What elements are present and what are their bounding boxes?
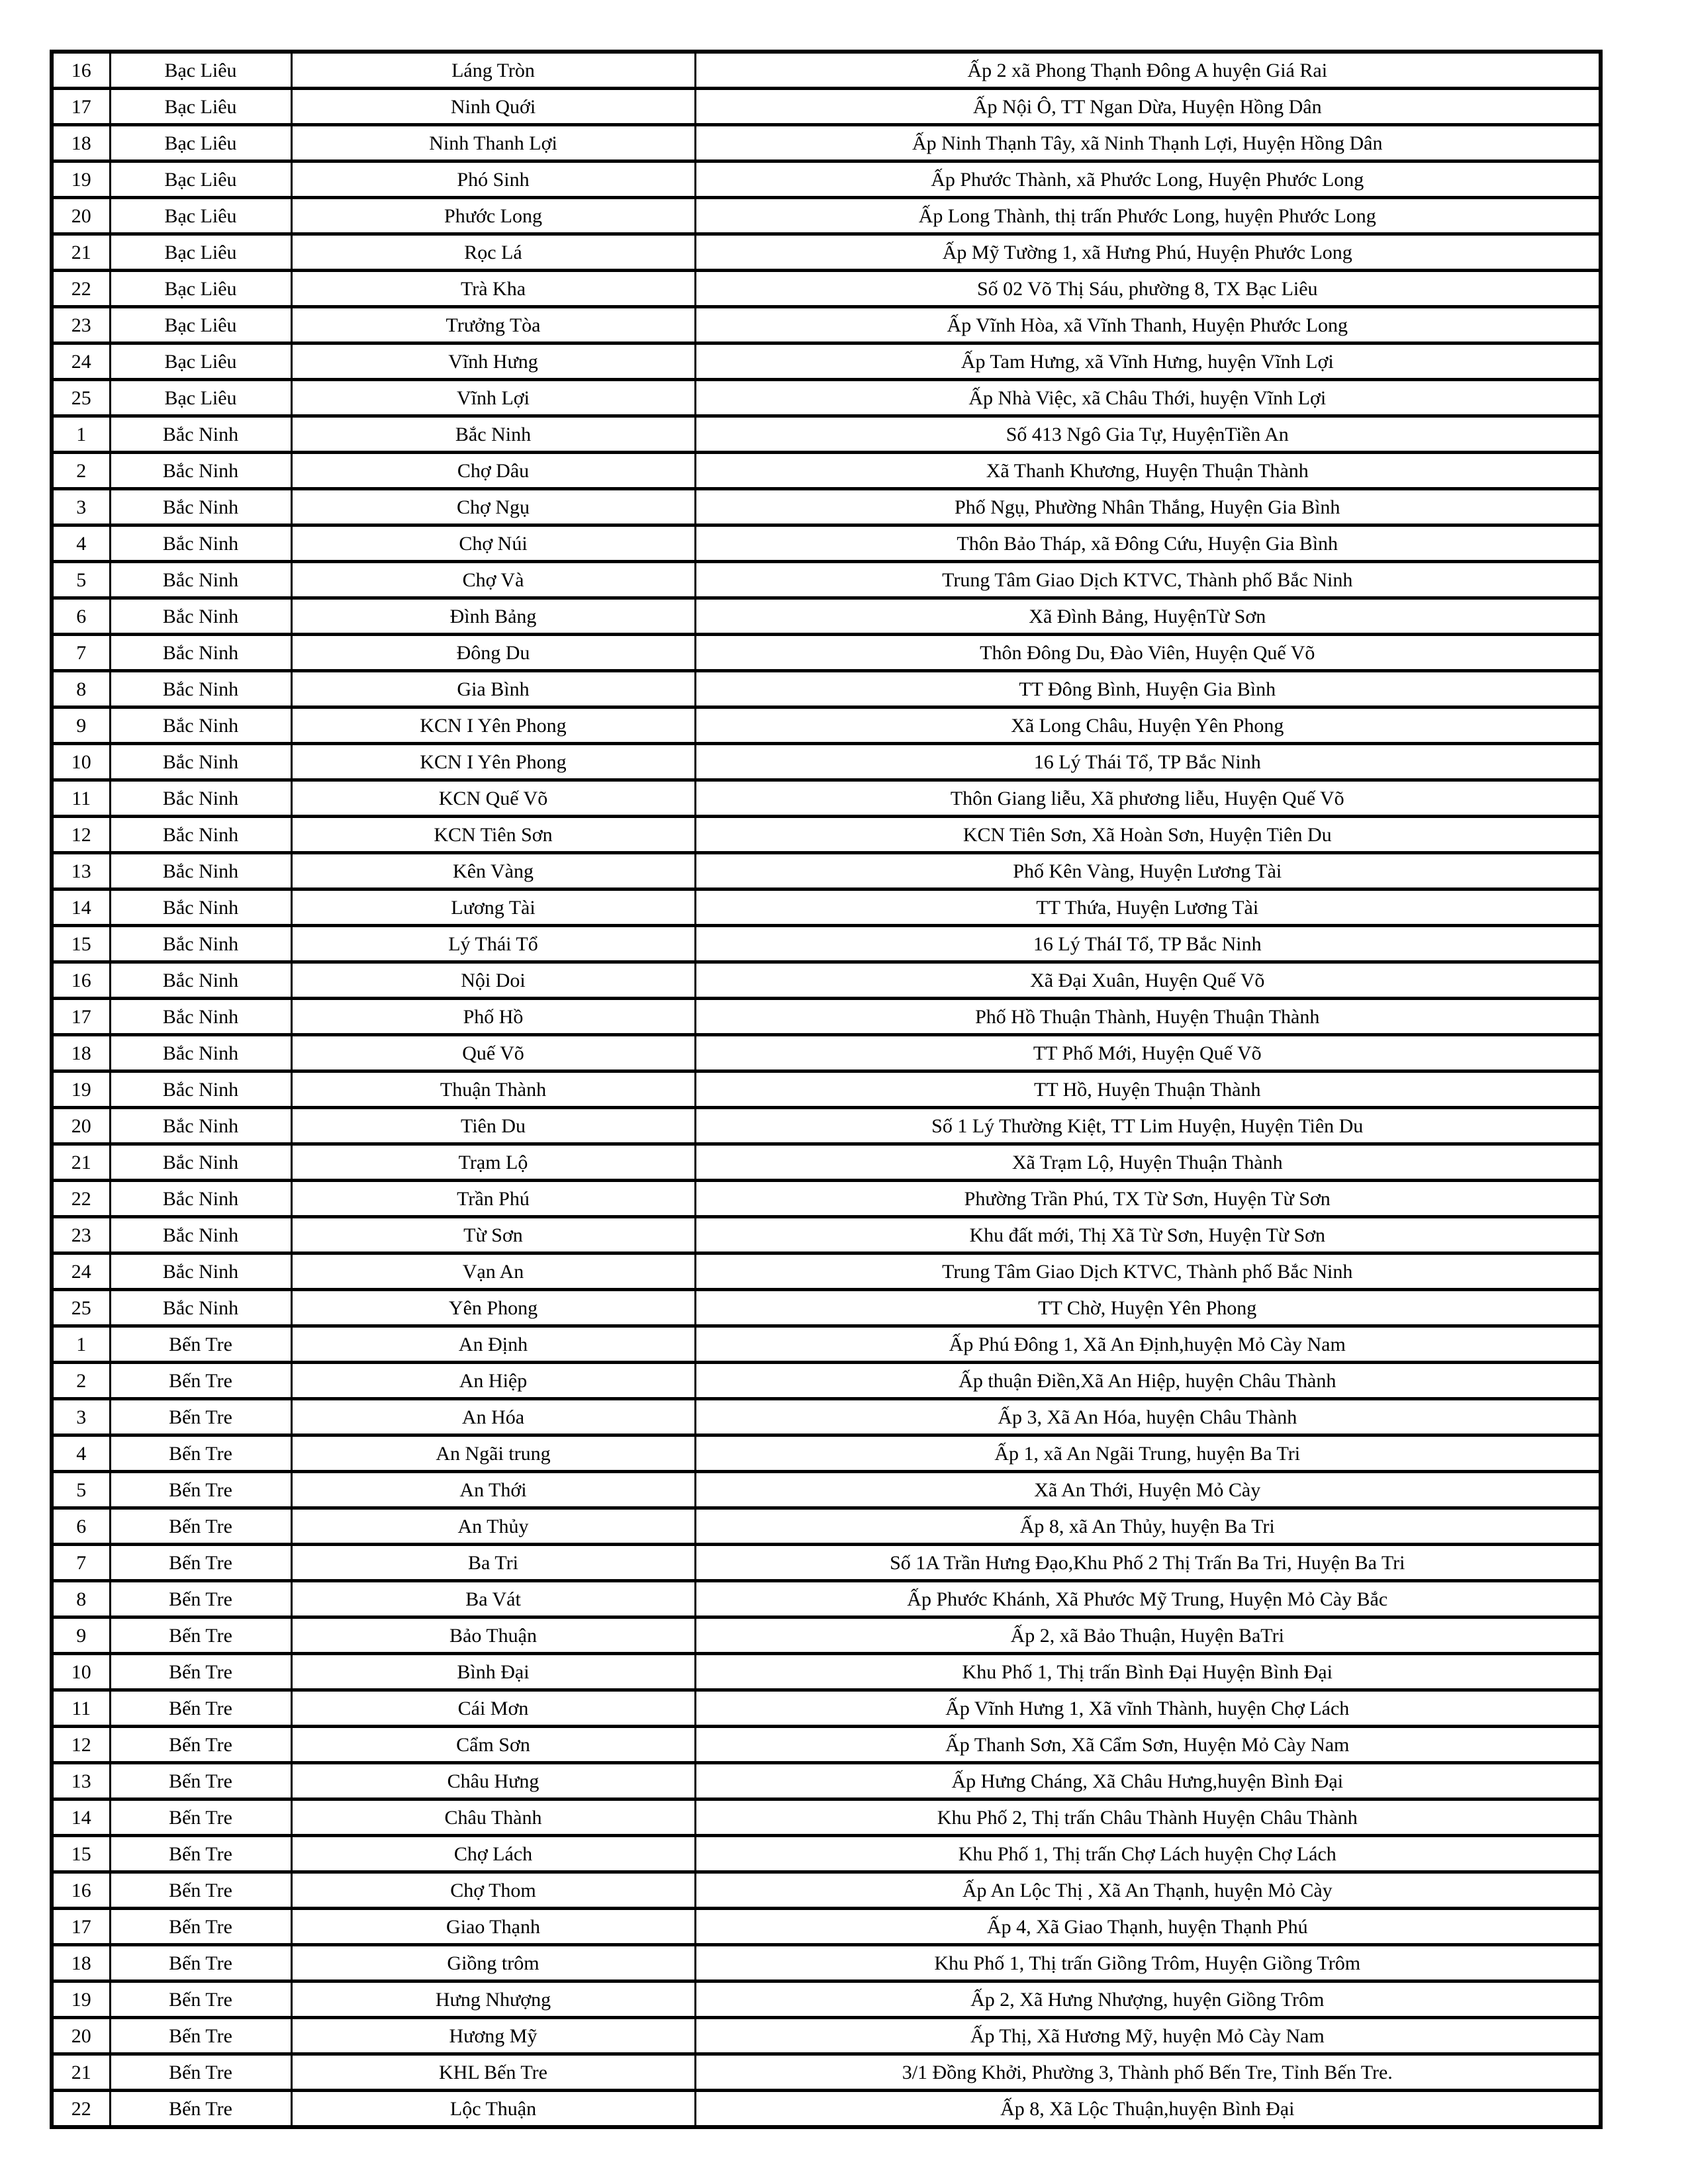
cell-address: Thôn Giang liễu, Xã phương liễu, Huyện Quế Võ: [695, 780, 1601, 817]
cell-name: KHL Bến Tre: [291, 2054, 695, 2091]
cell-name: Ba Vát: [291, 1581, 695, 1617]
cell-index: 24: [52, 343, 110, 380]
table-row: [52, 198, 1601, 234]
cell-province: Bắc Ninh: [110, 1181, 291, 1217]
cell-name: Cẩm Sơn: [291, 1727, 695, 1763]
cell-name: Chợ Núi: [291, 525, 695, 562]
cell-address: TT Phố Mới, Huyện Quế Võ: [695, 1035, 1601, 1071]
cell-index: 6: [52, 598, 110, 635]
cell-address: Ấp Vĩnh Hòa, xã Vĩnh Thanh, Huyện Phước Long: [695, 307, 1601, 343]
cell-province: Bắc Ninh: [110, 1290, 291, 1326]
cell-name: Từ Sơn: [291, 1217, 695, 1253]
cell-index: 15: [52, 1836, 110, 1872]
cell-name: Phó Sinh: [291, 161, 695, 198]
cell-province: Bến Tre: [110, 2054, 291, 2091]
cell-index: 9: [52, 1617, 110, 1654]
cell-province: Bắc Ninh: [110, 416, 291, 453]
cell-name: KCN Tiên Sơn: [291, 817, 695, 853]
table-row: [52, 161, 1601, 198]
cell-name: Chợ Và: [291, 562, 695, 598]
cell-index: 25: [52, 1290, 110, 1326]
cell-index: 19: [52, 1981, 110, 2018]
table-row: [52, 780, 1601, 817]
cell-province: Bạc Liêu: [110, 271, 291, 307]
cell-index: 16: [52, 1872, 110, 1909]
cell-name: Chợ Dâu: [291, 453, 695, 489]
table-row: [52, 380, 1601, 416]
cell-province: Bắc Ninh: [110, 744, 291, 780]
cell-index: 16: [52, 52, 110, 89]
cell-province: Bến Tre: [110, 1508, 291, 1545]
cell-province: Bắc Ninh: [110, 780, 291, 817]
cell-index: 8: [52, 1581, 110, 1617]
cell-province: Bến Tre: [110, 2018, 291, 2054]
cell-province: Bạc Liêu: [110, 380, 291, 416]
cell-province: Bắc Ninh: [110, 525, 291, 562]
table-row: [52, 343, 1601, 380]
cell-name: Châu Hưng: [291, 1763, 695, 1799]
cell-index: 23: [52, 307, 110, 343]
cell-address: Khu Phố 1, Thị trấn Giồng Trôm, Huyện Giồng Trôm: [695, 1945, 1601, 1981]
cell-province: Bạc Liêu: [110, 161, 291, 198]
cell-name: Trạm Lộ: [291, 1144, 695, 1181]
cell-address: Khu đất mới, Thị Xã Từ Sơn, Huyện Từ Sơn: [695, 1217, 1601, 1253]
table-row: [52, 525, 1601, 562]
cell-name: Vĩnh Lợi: [291, 380, 695, 416]
cell-province: Bắc Ninh: [110, 962, 291, 999]
table-row: [52, 1472, 1601, 1508]
cell-index: 9: [52, 707, 110, 744]
relay-locations-table: [50, 50, 1603, 2129]
cell-index: 15: [52, 926, 110, 962]
cell-address: Thôn Đông Du, Đào Viên, Huyện Quế Võ: [695, 635, 1601, 671]
table-row: [52, 1326, 1601, 1363]
cell-index: 4: [52, 1435, 110, 1472]
cell-index: 4: [52, 525, 110, 562]
cell-province: Bến Tre: [110, 1981, 291, 2018]
cell-province: Bến Tre: [110, 1799, 291, 1836]
table-row: [52, 1763, 1601, 1799]
table-row: [52, 562, 1601, 598]
cell-address: Trung Tâm Giao Dịch KTVC, Thành phố Bắc Ninh: [695, 1253, 1601, 1290]
cell-address: 16 Lý Thái Tổ, TP Bắc Ninh: [695, 744, 1601, 780]
table-row: [52, 2091, 1601, 2128]
table-row: [52, 889, 1601, 926]
cell-index: 22: [52, 1181, 110, 1217]
cell-index: 18: [52, 1035, 110, 1071]
table-row: [52, 1181, 1601, 1217]
cell-address: Số 1A Trần Hưng Đạo,Khu Phố 2 Thị Trấn Ba Tri, Huyện Ba Tri: [695, 1545, 1601, 1581]
cell-index: 1: [52, 416, 110, 453]
table-row: [52, 125, 1601, 161]
table-row: [52, 1727, 1601, 1763]
table-row: [52, 744, 1601, 780]
cell-index: 13: [52, 1763, 110, 1799]
table-body: [52, 52, 1601, 2127]
cell-address: Ấp Phước Thành, xã Phước Long, Huyện Phước Long: [695, 161, 1601, 198]
table-row: [52, 453, 1601, 489]
cell-name: Vĩnh Hưng: [291, 343, 695, 380]
table-row: [52, 926, 1601, 962]
cell-index: 22: [52, 2091, 110, 2128]
cell-province: Bến Tre: [110, 1472, 291, 1508]
cell-index: 13: [52, 853, 110, 889]
cell-address: TT Đông Bình, Huyện Gia Bình: [695, 671, 1601, 707]
cell-name: An Thủy: [291, 1508, 695, 1545]
table-row: [52, 1909, 1601, 1945]
cell-province: Bắc Ninh: [110, 999, 291, 1035]
cell-index: 3: [52, 1399, 110, 1435]
cell-address: Ấp 2, xã Bảo Thuận, Huyện BaTri: [695, 1617, 1601, 1654]
cell-province: Bến Tre: [110, 2091, 291, 2128]
cell-address: Ấp Ninh Thạnh Tây, xã Ninh Thạnh Lợi, Huyện Hồng Dân: [695, 125, 1601, 161]
cell-index: 25: [52, 380, 110, 416]
cell-index: 2: [52, 453, 110, 489]
cell-province: Bắc Ninh: [110, 1217, 291, 1253]
table-row: [52, 1799, 1601, 1836]
cell-address: Xã Đình Bảng, HuyệnTừ Sơn: [695, 598, 1601, 635]
cell-name: Chợ Ngụ: [291, 489, 695, 525]
cell-province: Bến Tre: [110, 1763, 291, 1799]
table-row: [52, 52, 1601, 89]
cell-address: Khu Phố 2, Thị trấn Châu Thành Huyện Châu Thành: [695, 1799, 1601, 1836]
cell-index: 19: [52, 1071, 110, 1108]
cell-province: Bạc Liêu: [110, 198, 291, 234]
cell-address: Ấp 4, Xã Giao Thạnh, huyện Thạnh Phú: [695, 1909, 1601, 1945]
cell-province: Bắc Ninh: [110, 926, 291, 962]
table-row: [52, 1872, 1601, 1909]
cell-address: 16 Lý TháI Tổ, TP Bắc Ninh: [695, 926, 1601, 962]
cell-province: Bắc Ninh: [110, 562, 291, 598]
cell-address: Ấp 2 xã Phong Thạnh Đông A huyện Giá Rai: [695, 52, 1601, 89]
cell-address: Thôn Bảo Tháp, xã Đông Cứu, Huyện Gia Bình: [695, 525, 1601, 562]
cell-address: 3/1 Đồng Khởi, Phường 3, Thành phố Bến Tre, Tỉnh Bến Tre.: [695, 2054, 1601, 2091]
table-row: [52, 999, 1601, 1035]
cell-index: 2: [52, 1363, 110, 1399]
table-row: [52, 1399, 1601, 1435]
cell-index: 19: [52, 161, 110, 198]
table-row: [52, 271, 1601, 307]
cell-province: Bến Tre: [110, 1617, 291, 1654]
cell-name: Chợ Thom: [291, 1872, 695, 1909]
cell-address: TT Hồ, Huyện Thuận Thành: [695, 1071, 1601, 1108]
cell-address: Xã An Thới, Huyện Mỏ Cày: [695, 1472, 1601, 1508]
cell-index: 14: [52, 889, 110, 926]
table-row: [52, 671, 1601, 707]
cell-province: Bến Tre: [110, 1690, 291, 1727]
table-row: [52, 1690, 1601, 1727]
table-row: [52, 1545, 1601, 1581]
cell-address: Khu Phố 1, Thị trấn Bình Đại Huyện Bình Đại: [695, 1654, 1601, 1690]
table-row: [52, 89, 1601, 125]
table-row: [52, 234, 1601, 271]
table-row: [52, 817, 1601, 853]
cell-address: Số 1 Lý Thường Kiệt, TT Lim Huyện, Huyện Tiên Du: [695, 1108, 1601, 1144]
cell-address: Ấp Phú Đông 1, Xã An Định,huyện Mỏ Cày Nam: [695, 1326, 1601, 1363]
cell-name: Ninh Thanh Lợi: [291, 125, 695, 161]
cell-name: Phước Long: [291, 198, 695, 234]
cell-province: Bắc Ninh: [110, 1108, 291, 1144]
cell-index: 18: [52, 125, 110, 161]
cell-name: Giao Thạnh: [291, 1909, 695, 1945]
cell-index: 24: [52, 1253, 110, 1290]
cell-index: 17: [52, 999, 110, 1035]
cell-province: Bắc Ninh: [110, 1035, 291, 1071]
table-row: [52, 1290, 1601, 1326]
cell-name: An Hiệp: [291, 1363, 695, 1399]
cell-province: Bắc Ninh: [110, 671, 291, 707]
cell-province: Bắc Ninh: [110, 635, 291, 671]
cell-index: 20: [52, 2018, 110, 2054]
cell-name: Ba Tri: [291, 1545, 695, 1581]
cell-name: Phố Hồ: [291, 999, 695, 1035]
table-row: [52, 1435, 1601, 1472]
cell-name: Nội Doi: [291, 962, 695, 999]
table-row: [52, 416, 1601, 453]
cell-address: Ấp 8, xã An Thủy, huyện Ba Tri: [695, 1508, 1601, 1545]
cell-name: Hưng Nhượng: [291, 1981, 695, 2018]
cell-province: Bến Tre: [110, 1399, 291, 1435]
cell-address: Ấp Nội Ô, TT Ngan Dừa, Huyện Hồng Dân: [695, 89, 1601, 125]
cell-name: Trần Phú: [291, 1181, 695, 1217]
cell-province: Bắc Ninh: [110, 1071, 291, 1108]
cell-index: 20: [52, 1108, 110, 1144]
table-row: [52, 635, 1601, 671]
cell-name: Vạn An: [291, 1253, 695, 1290]
cell-address: Ấp thuận Điền,Xã An Hiệp, huyện Châu Thành: [695, 1363, 1601, 1399]
cell-name: Yên Phong: [291, 1290, 695, 1326]
cell-address: Số 02 Võ Thị Sáu, phường 8, TX Bạc Liêu: [695, 271, 1601, 307]
cell-name: Bảo Thuận: [291, 1617, 695, 1654]
cell-name: Rọc Lá: [291, 234, 695, 271]
cell-index: 10: [52, 744, 110, 780]
cell-address: Phố Ngụ, Phường Nhân Thắng, Huyện Gia Bình: [695, 489, 1601, 525]
cell-address: Xã Thanh Khương, Huyện Thuận Thành: [695, 453, 1601, 489]
cell-address: Ấp 3, Xã An Hóa, huyện Châu Thành: [695, 1399, 1601, 1435]
cell-index: 12: [52, 817, 110, 853]
table-row: [52, 707, 1601, 744]
cell-address: Ấp 8, Xã Lộc Thuận,huyện Bình Đại: [695, 2091, 1601, 2128]
table-row: [52, 1945, 1601, 1981]
cell-address: Ấp Tam Hưng, xã Vĩnh Hưng, huyện Vĩnh Lợi: [695, 343, 1601, 380]
cell-province: Bắc Ninh: [110, 453, 291, 489]
cell-index: 7: [52, 635, 110, 671]
cell-index: 23: [52, 1217, 110, 1253]
cell-address: Phường Trần Phú, TX Từ Sơn, Huyện Từ Sơn: [695, 1181, 1601, 1217]
cell-province: Bắc Ninh: [110, 889, 291, 926]
cell-province: Bắc Ninh: [110, 598, 291, 635]
cell-address: Phố Kên Vàng, Huyện Lương Tài: [695, 853, 1601, 889]
cell-province: Bến Tre: [110, 1909, 291, 1945]
table-row: [52, 489, 1601, 525]
cell-name: Bắc Ninh: [291, 416, 695, 453]
cell-index: 17: [52, 89, 110, 125]
table-row: [52, 1581, 1601, 1617]
cell-address: TT Thứa, Huyện Lương Tài: [695, 889, 1601, 926]
cell-province: Bắc Ninh: [110, 817, 291, 853]
cell-index: 3: [52, 489, 110, 525]
cell-index: 12: [52, 1727, 110, 1763]
cell-index: 1: [52, 1326, 110, 1363]
cell-index: 20: [52, 198, 110, 234]
cell-name: Bình Đại: [291, 1654, 695, 1690]
cell-name: An Thới: [291, 1472, 695, 1508]
cell-index: 11: [52, 1690, 110, 1727]
table-row: [52, 1071, 1601, 1108]
cell-address: Ấp 2, Xã Hưng Nhượng, huyện Giồng Trôm: [695, 1981, 1601, 2018]
cell-province: Bến Tre: [110, 1435, 291, 1472]
cell-province: Bến Tre: [110, 1363, 291, 1399]
cell-index: 21: [52, 234, 110, 271]
cell-province: Bạc Liêu: [110, 89, 291, 125]
cell-name: KCN I Yên Phong: [291, 744, 695, 780]
cell-address: Ấp An Lộc Thị , Xã An Thạnh, huyện Mỏ Cày: [695, 1872, 1601, 1909]
cell-province: Bắc Ninh: [110, 1253, 291, 1290]
cell-name: Trưởng Tòa: [291, 307, 695, 343]
cell-address: Ấp Vĩnh Hưng 1, Xã vĩnh Thành, huyện Chợ Lách: [695, 1690, 1601, 1727]
cell-name: Lý Thái Tổ: [291, 926, 695, 962]
cell-province: Bắc Ninh: [110, 707, 291, 744]
cell-address: Khu Phố 1, Thị trấn Chợ Lách huyện Chợ Lách: [695, 1836, 1601, 1872]
cell-name: An Định: [291, 1326, 695, 1363]
cell-name: Hương Mỹ: [291, 2018, 695, 2054]
cell-name: Thuận Thành: [291, 1071, 695, 1108]
cell-index: 5: [52, 1472, 110, 1508]
cell-name: Đông Du: [291, 635, 695, 671]
cell-name: An Hóa: [291, 1399, 695, 1435]
cell-name: Quế Võ: [291, 1035, 695, 1071]
cell-index: 17: [52, 1909, 110, 1945]
table-row: [52, 1217, 1601, 1253]
table-row: [52, 1654, 1601, 1690]
cell-name: Cái Mơn: [291, 1690, 695, 1727]
cell-address: Ấp Hưng Cháng, Xã Châu Hưng,huyện Bình Đại: [695, 1763, 1601, 1799]
cell-province: Bến Tre: [110, 1326, 291, 1363]
cell-province: Bến Tre: [110, 1872, 291, 1909]
cell-index: 14: [52, 1799, 110, 1836]
cell-address: Phố Hồ Thuận Thành, Huyện Thuận Thành: [695, 999, 1601, 1035]
cell-address: Xã Trạm Lộ, Huyện Thuận Thành: [695, 1144, 1601, 1181]
cell-province: Bến Tre: [110, 1836, 291, 1872]
cell-name: Gia Bình: [291, 671, 695, 707]
cell-name: Lương Tài: [291, 889, 695, 926]
table-row: [52, 2018, 1601, 2054]
cell-address: Xã Long Châu, Huyện Yên Phong: [695, 707, 1601, 744]
table-row: [52, 962, 1601, 999]
table-row: [52, 598, 1601, 635]
cell-address: Ấp Thanh Sơn, Xã Cẩm Sơn, Huyện Mỏ Cày Nam: [695, 1727, 1601, 1763]
cell-province: Bạc Liêu: [110, 307, 291, 343]
cell-index: 16: [52, 962, 110, 999]
cell-index: 5: [52, 562, 110, 598]
cell-province: Bến Tre: [110, 1654, 291, 1690]
cell-name: Tiên Du: [291, 1108, 695, 1144]
cell-name: KCN I Yên Phong: [291, 707, 695, 744]
cell-address: Ấp Mỹ Tường 1, xã Hưng Phú, Huyện Phước Long: [695, 234, 1601, 271]
cell-address: Trung Tâm Giao Dịch KTVC, Thành phố Bắc Ninh: [695, 562, 1601, 598]
table-row: [52, 1035, 1601, 1071]
cell-province: Bến Tre: [110, 1545, 291, 1581]
cell-index: 10: [52, 1654, 110, 1690]
table-row: [52, 1144, 1601, 1181]
table-row: [52, 1981, 1601, 2018]
cell-name: Chợ Lách: [291, 1836, 695, 1872]
cell-name: Lộc Thuận: [291, 2091, 695, 2128]
table-row: [52, 1363, 1601, 1399]
cell-name: Giồng trôm: [291, 1945, 695, 1981]
table-row: [52, 1617, 1601, 1654]
table-row: [52, 1253, 1601, 1290]
cell-address: Xã Đại Xuân, Huyện Quế Võ: [695, 962, 1601, 999]
cell-name: An Ngãi trung: [291, 1435, 695, 1472]
cell-province: Bạc Liêu: [110, 234, 291, 271]
cell-province: Bạc Liêu: [110, 125, 291, 161]
cell-name: Láng Tròn: [291, 52, 695, 89]
cell-province: Bắc Ninh: [110, 489, 291, 525]
cell-province: Bạc Liêu: [110, 52, 291, 89]
cell-province: Bạc Liêu: [110, 343, 291, 380]
cell-address: TT Chờ, Huyện Yên Phong: [695, 1290, 1601, 1326]
table-row: [52, 307, 1601, 343]
cell-index: 6: [52, 1508, 110, 1545]
cell-address: Ấp Phước Khánh, Xã Phước Mỹ Trung, Huyện Mỏ Cày Bắc: [695, 1581, 1601, 1617]
cell-index: 21: [52, 1144, 110, 1181]
table-row: [52, 1836, 1601, 1872]
table-row: [52, 1108, 1601, 1144]
cell-address: Ấp Long Thành, thị trấn Phước Long, huyện Phước Long: [695, 198, 1601, 234]
cell-name: KCN Quế Võ: [291, 780, 695, 817]
cell-name: Kên Vàng: [291, 853, 695, 889]
cell-index: 18: [52, 1945, 110, 1981]
table-row: [52, 853, 1601, 889]
cell-province: Bến Tre: [110, 1581, 291, 1617]
cell-name: Ninh Quới: [291, 89, 695, 125]
cell-index: 11: [52, 780, 110, 817]
cell-name: Đình Bảng: [291, 598, 695, 635]
cell-province: Bến Tre: [110, 1945, 291, 1981]
cell-province: Bắc Ninh: [110, 1144, 291, 1181]
cell-address: Ấp 1, xã An Ngãi Trung, huyện Ba Tri: [695, 1435, 1601, 1472]
cell-province: Bắc Ninh: [110, 853, 291, 889]
cell-name: Châu Thành: [291, 1799, 695, 1836]
table-row: [52, 1508, 1601, 1545]
table-row: [52, 2054, 1601, 2091]
cell-address: Ấp Nhà Việc, xã Châu Thới, huyện Vĩnh Lợi: [695, 380, 1601, 416]
cell-address: Số 413 Ngô Gia Tự, HuyệnTiền An: [695, 416, 1601, 453]
cell-index: 8: [52, 671, 110, 707]
cell-name: Trà Kha: [291, 271, 695, 307]
cell-address: Ấp Thị, Xã Hương Mỹ, huyện Mỏ Cày Nam: [695, 2018, 1601, 2054]
cell-index: 21: [52, 2054, 110, 2091]
cell-index: 7: [52, 1545, 110, 1581]
cell-province: Bến Tre: [110, 1727, 291, 1763]
cell-address: KCN Tiên Sơn, Xã Hoàn Sơn, Huyện Tiên Du: [695, 817, 1601, 853]
cell-index: 22: [52, 271, 110, 307]
